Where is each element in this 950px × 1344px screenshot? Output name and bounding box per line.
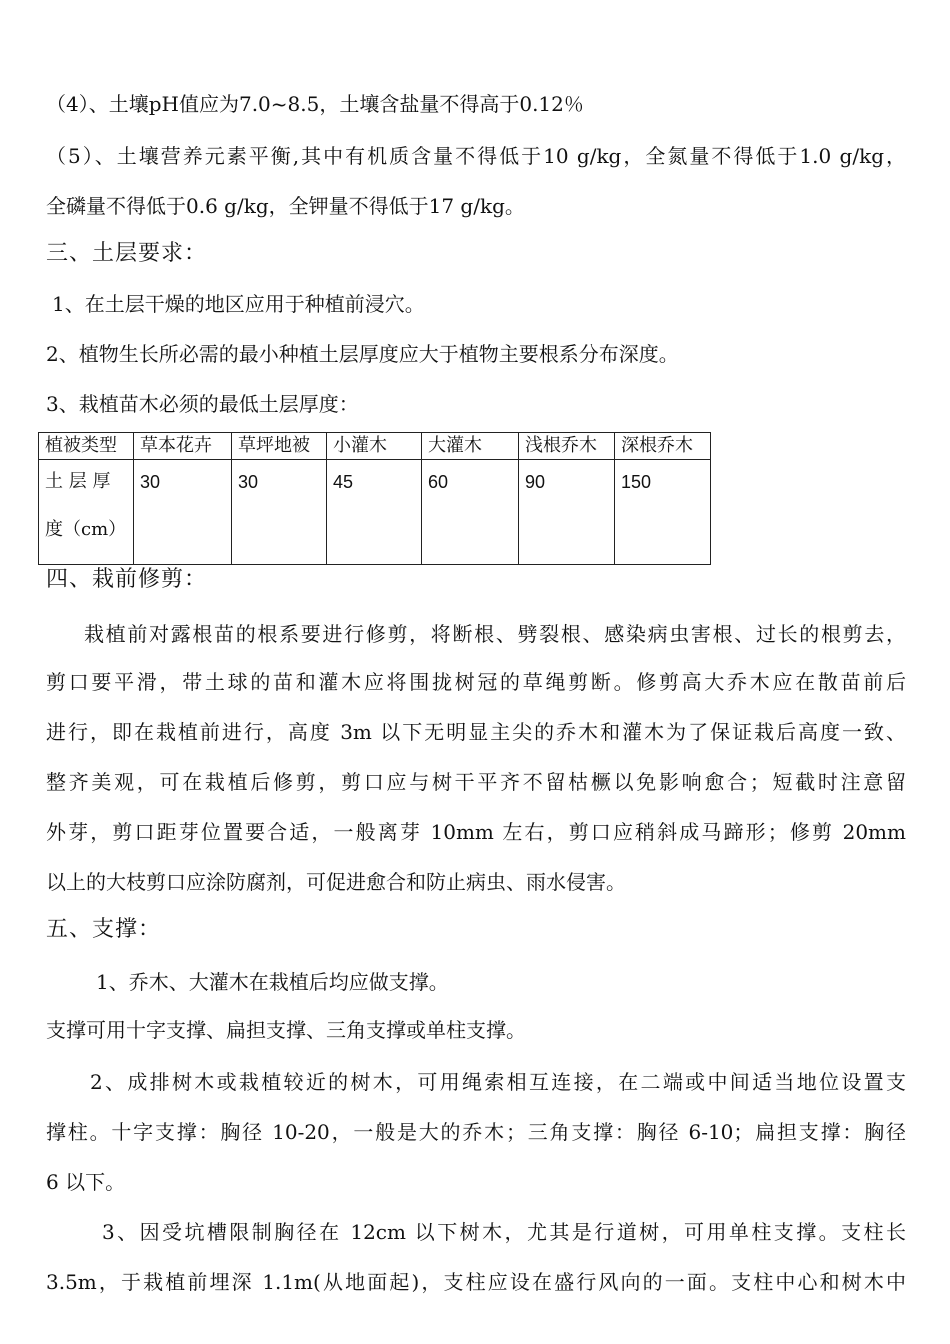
section-5-item-3-line: 3、因受坑槽限制胸径在 12cm 以下树木，尤其是行道树，可用单柱支撑。支柱长: [102, 1220, 906, 1244]
table-row: [39, 460, 711, 565]
section-3-item-2: 2、植物生长所必需的最小种植土层厚度应大于植物主要根系分布深度。: [46, 342, 679, 366]
soil-ph-requirement: （4）、土壤pH值应为7.0~8.5，土壤含盐量不得高于0.12％: [46, 92, 584, 116]
section-5-item-2-line: 6 以下。: [46, 1170, 126, 1194]
table-cell: 45: [327, 460, 422, 565]
table-header-cell: 草本花卉: [134, 433, 232, 460]
section-4-paragraph-line: 剪口要平滑，带土球的苗和灌木应将围拢树冠的草绳剪断。修剪高大乔木应在散苗前后: [46, 670, 906, 694]
section-4-paragraph-line: 栽植前对露根苗的根系要进行修剪，将断根、劈裂根、感染病虫害根、过长的根剪去，: [84, 622, 906, 646]
section-5-item-2-line: 撑柱。十字支撑：胸径 10-20，一般是大的乔木；三角支撑：胸径 6-10；扁担支撑：胸径: [46, 1120, 906, 1144]
section-4-paragraph-line: 以上的大枝剪口应涂防腐剂，可促进愈合和防止病虫、雨水侵害。: [46, 870, 626, 894]
row-label-line1: 土 层 厚: [45, 471, 111, 492]
table-header-cell: 草坪地被: [232, 433, 327, 460]
soil-nutrient-requirement-line1: （5）、土壤营养元素平衡,其中有机质含量不得低于10 g/kg，全氮量不得低于1.0 g/kg，: [46, 144, 906, 168]
section-3-item-1: 1、在土层干燥的地区应用于种植前浸穴。: [52, 292, 425, 316]
section-4-paragraph-line: 进行，即在栽植前进行，高度 3m 以下无明显主尖的乔木和灌木为了保证栽后高度一致、: [46, 720, 906, 744]
table-header-cell: 大灌木: [422, 433, 519, 460]
table-cell: 60: [422, 460, 519, 565]
section-4-paragraph-line: 外芽，剪口距芽位置要合适，一般离芽 10mm 左右，剪口应稍斜成马蹄形；修剪 20mm: [46, 820, 906, 844]
table-cell: 30: [232, 460, 327, 565]
section-3-heading: 三、土层要求：: [46, 241, 208, 266]
soil-nutrient-requirement-line2: 全磷量不得低于0.6 g/kg，全钾量不得低于17 g/kg。: [46, 194, 525, 218]
section-5-item-3-line: 3.5m，于栽植前埋深 1.1m(从地面起)，支柱应设在盛行风向的一面。支柱中心和树木中: [46, 1270, 906, 1294]
table-header-row: [39, 433, 711, 460]
section-3-item-3: 3、栽植苗木必须的最低土层厚度：: [46, 392, 359, 416]
row-label-cell: [39, 460, 134, 565]
table-cell: 90: [519, 460, 615, 565]
section-5-item-1-continuation: 支撑可用十字支撑、扁担支撑、三角支撑或单柱支撑。: [46, 1018, 526, 1042]
section-5-item-2-line: 2、成排树木或栽植较近的树木，可用绳索相互连接，在二端或中间适当地位设置支: [90, 1070, 906, 1094]
section-4-heading: 四、栽前修剪：: [46, 567, 208, 592]
row-label-line2: 度（cm）: [45, 519, 127, 540]
table-cell: 30: [134, 460, 232, 565]
table-header-cell: 植被类型: [39, 433, 134, 460]
table-header-cell: 小灌木: [327, 433, 422, 460]
table-cell: 150: [615, 460, 711, 565]
table-header-cell: 浅根乔木: [519, 433, 615, 460]
table-header-cell: 深根乔木: [615, 433, 711, 460]
section-5-heading: 五、支撑：: [46, 917, 162, 942]
section-5-item-1: 1、乔木、大灌木在栽植后均应做支撑。: [96, 970, 449, 994]
section-4-paragraph-line: 整齐美观，可在栽植后修剪，剪口应与树干平齐不留枯橛以免影响愈合；短截时注意留: [46, 770, 906, 794]
soil-thickness-table: [38, 432, 711, 565]
